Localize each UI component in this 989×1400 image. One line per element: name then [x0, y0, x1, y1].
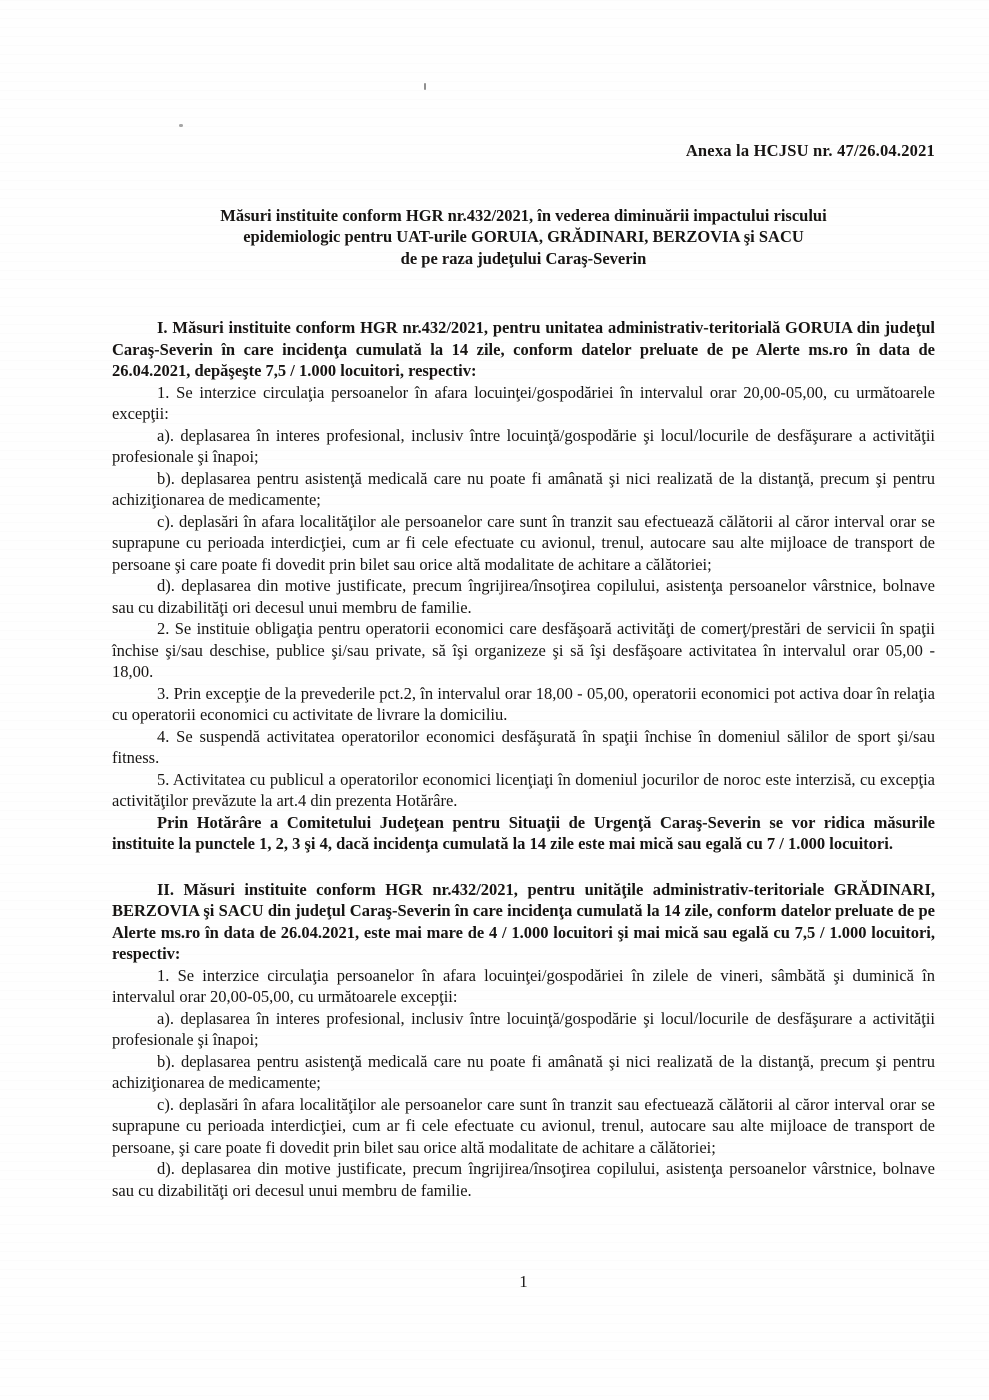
- section-1-exception-d: d). deplasarea din motive justificate, precum îngrijirea/însoţirea copilului, asistenţa persoanelor vârstnice, bolnave sau cu dizabilităţi ori decesul unui membru de familie.: [112, 576, 935, 617]
- section-1-exception-a: a). deplasarea în interes profesional, inclusiv între locuinţă/gospodărie şi locul/locurile de desfăşurare a activităţii profesionale şi înapoi;: [112, 425, 935, 466]
- document-title-line-1: Măsuri instituite conform HGR nr.432/2021, în vederea diminuării impactului riscului: [220, 205, 827, 225]
- document-title: [112, 205, 935, 270]
- page-number: 1: [519, 1272, 528, 1291]
- document-title-line-2: epidemiologic pentru UAT-urile GORUIA, GRĂDINARI, BERZOVIA şi SACU: [243, 227, 804, 246]
- section-2-exception-b: b). deplasarea pentru asistenţă medicală care nu poate fi amânată şi nici realizată de la distanţă, precum şi pentru achiziţionarea de medicamente;: [112, 1051, 935, 1092]
- section-2-exception-c: c). deplasări în afara localităţilor ale persoanelor care sunt în tranzit sau efectuează călătorii al căror interval orar se suprapune cu perioada interdicţiei, cum ar fi cele efectuate cu avionul, trenul, autocare sau alte mijloace de transport de persoane, şi care poate fi dovedit prin bilet sau orice altă modalitate de achitare a călătoriei;: [112, 1094, 935, 1157]
- section-2-exception-d: d). deplasarea din motive justificate, precum îngrijirea/însoţirea copilului, asistenţa persoanelor vârstnice, bolnave sau cu dizabilităţi ori decesul unui membru de familie.: [112, 1159, 935, 1200]
- section-2-gradinari-berzovia-sacu: [112, 879, 935, 1202]
- section-1-point-5: 5. Activitatea cu publicul a operatorilor economici licenţiaţi în domeniul jocurilor de noroc este interzisă, cu excepţia activităţilor prevăzute la art.4 din prezenta Hotărâre.: [112, 769, 935, 810]
- annex-reference: Anexa la HCJSU nr. 47/26.04.2021: [685, 141, 935, 160]
- section-1-point-2: 2. Se instituie obligaţia pentru operatorii economici care desfăşoară activităţi de comerţ/prestări de servicii în spaţii închise şi/sau deschise, publice şi/sau private, să îşi organizeze şi să îşi desfăşoare activitatea în intervalul orar 05,00 - 18,00.: [112, 619, 935, 681]
- section-1-goruia: [112, 317, 935, 855]
- section-1-point-3: 3. Prin excepţie de la prevederile pct.2, în intervalul orar 18,00 - 05,00, operatorii economici pot activa doar în relaţia cu operatorii economici cu activitate de livrare la domiciliu.: [112, 683, 935, 724]
- section-1-exception-b: b). deplasarea pentru asistenţă medicală care nu poate fi amânată şi nici realizată de la distanţă, precum şi pentru achiziţionarea de medicamente;: [112, 468, 935, 509]
- section-1-point-4: 4. Se suspendă activitatea operatorilor economici desfăşurată în spaţii închise în domeniul sălilor de sport şi/sau fitness.: [112, 726, 935, 767]
- section-2-point-1: 1. Se interzice circulaţia persoanelor în afara locuinţei/gospodăriei în zilele de vineri, sâmbătă şi duminică în intervalul orar 20,00-05,00, cu următoarele excepţii:: [112, 965, 935, 1006]
- section-2-exception-a: a). deplasarea în interes profesional, inclusiv între locuinţă/gospodărie şi locul/locurile de desfăşurare a activităţii profesionale şi înapoi;: [112, 1008, 935, 1049]
- section-1-closing-provision: Prin Hotărâre a Comitetului Judeţean pentru Situaţii de Urgenţă Caraş-Severin se vor ridica măsurile instituite la punctele 1, 2, 3 şi 4, dacă incidenţa cumulată la 14 zile este mai mică sau egală cu 7 / 1.000 locuitori.: [112, 812, 935, 853]
- document-content: [112, 0, 935, 1201]
- section-2-heading: II. Măsuri instituite conform HGR nr.432/2021, pentru unităţile administrativ-teritoriale GRĂDINARI, BERZOVIA şi SACU din judeţul Caraş-Severin în care incidenţa cumulată la 14 zile, conform datelor preluate de pe Alerte ms.ro în data de 26.04.2021, este mai mare de 4 / 1.000 locuitori şi mai mică sau egală cu 7,5 / 1.000 locuitori, respectiv:: [112, 879, 935, 963]
- section-1-heading: I. Măsuri instituite conform HGR nr.432/2021, pentru unitatea administrativ-teritorială GORUIA din judeţul Caraş-Severin în care incidenţa cumulată la 14 zile, conform datelor preluate de pe Alerte ms.ro în data de 26.04.2021, depăşeşte 7,5 / 1.000 locuitori, respectiv:: [112, 318, 935, 380]
- document-title-line-3: de pe raza judeţului Caraş-Severin: [400, 248, 647, 268]
- section-1-exception-c: c). deplasări în afara localităţilor ale persoanelor care sunt în tranzit sau efectuează călătorii al căror interval orar se suprapune cu perioada interdicţiei, cum ar fi cele efectuate cu avionul, trenul, autocare sau alte mijloace de transport de persoane şi care poate fi dovedit prin bilet sau orice altă modalitate de achitare a călătoriei;: [112, 511, 935, 574]
- section-1-point-1: 1. Se interzice circulaţia persoanelor în afara locuinţei/gospodăriei în intervalul orar 20,00-05,00, cu următoarele excepţii:: [112, 382, 935, 423]
